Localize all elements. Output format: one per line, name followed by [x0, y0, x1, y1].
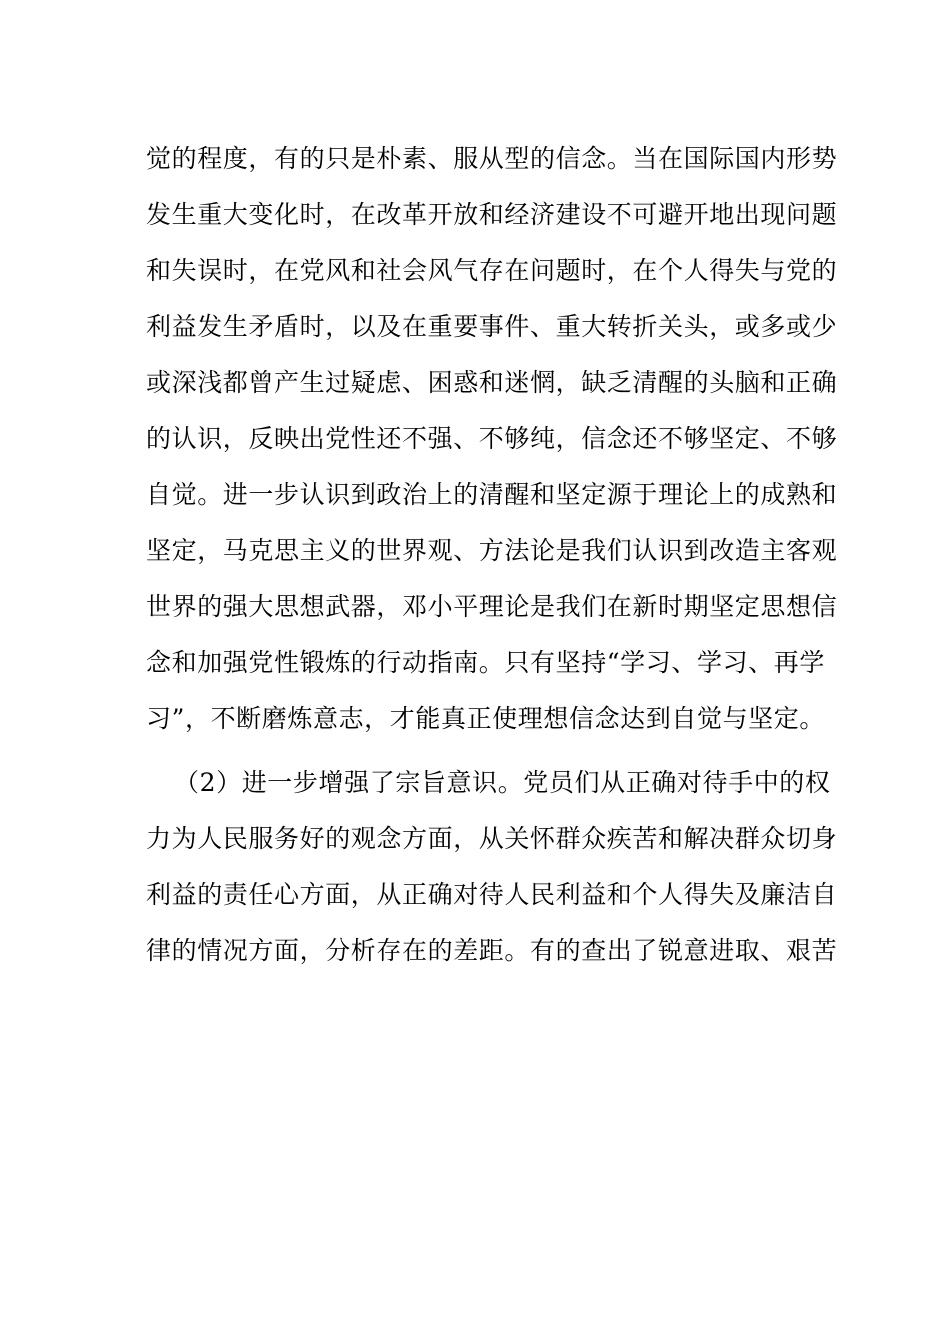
text-line: 坚定，马克思主义的世界观、方法论是我们认识到改造主客观 [146, 536, 838, 565]
text-line: 利益发生矛盾时，以及在重要事件、重大转折关头，或多或少 [146, 312, 838, 341]
text-line: 律的情况方面，分析存在的差距。有的查出了锐意进取、艰苦 [146, 936, 838, 965]
text-line: 觉的程度，有的只是朴素、服从型的信念。当在国际国内形势 [146, 144, 838, 173]
text-line: 念和加强党性锻炼的行动指南。只有坚持“学习、学习、再学 [146, 648, 825, 677]
text-line: 发生重大变化时，在改革开放和经济建设不可避开地出现问题 [146, 200, 838, 229]
text-line: 力为人民服务好的观念方面，从关怀群众疾苦和解决群众切身 [146, 824, 838, 853]
paragraph-1 [146, 131, 838, 747]
text-line: （2）进一步增强了宗旨意识。党员们从正确对待手中的权 [174, 768, 831, 797]
text-line: 和失误时，在党风和社会风气存在问题时，在个人得失与党的 [146, 256, 838, 285]
body-text [146, 131, 838, 979]
text-line: 世界的强大思想武器，邓小平理论是我们在新时期坚定思想信 [146, 592, 838, 621]
text-line: 自觉。进一步认识到政治上的清醒和坚定源于理论上的成熟和 [146, 480, 838, 509]
paragraph-2 [146, 755, 838, 979]
text-line: 的认识，反映出党性还不强、不够纯，信念还不够坚定、不够 [146, 424, 838, 453]
paragraph-gap [146, 747, 811, 755]
text-line: 利益的责任心方面，从正确对待人民利益和个人得失及廉洁自 [146, 880, 838, 909]
text-line: 习”，不断磨炼意志，才能真正使理想信念达到自觉与坚定。 [146, 704, 825, 733]
text-line: 或深浅都曾产生过疑虑、困惑和迷惘，缺乏清醒的头脑和正确 [146, 368, 838, 397]
